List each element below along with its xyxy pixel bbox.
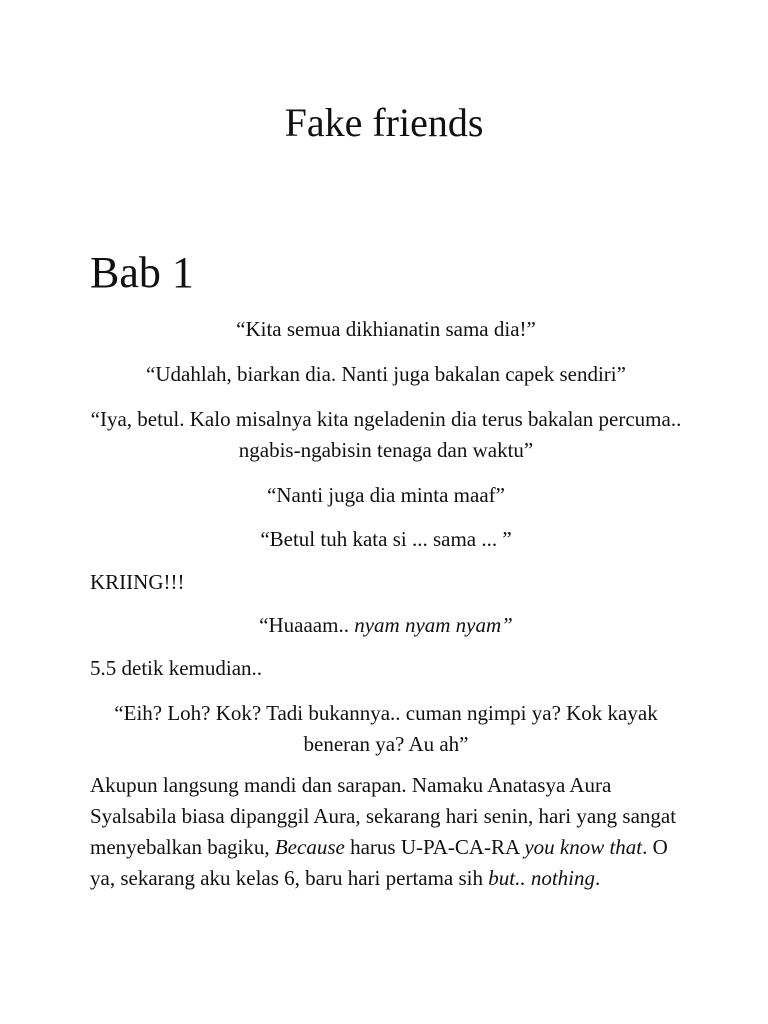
dialogue-plain-text: “Huaaam..	[259, 613, 355, 637]
narration-italic-but-nothing: but.. nothing	[488, 866, 596, 890]
dialogue-italic-text: nyam nyam nyam”	[354, 613, 513, 637]
dialogue-paragraph-1: “Kita semua dikhianatin sama dia!”	[236, 317, 536, 341]
narration-italic-because: Because	[274, 835, 345, 859]
dialogue-paragraph-3: “Iya, betul. Kalo misalnya kita ngeladenin dia terus bakalan percuma.. ngabis-ngabisin tenaga dan waktu”	[90, 407, 682, 462]
dialogue-paragraph-2: “Udahlah, biarkan dia. Nanti juga bakalan capek sendiri”	[146, 362, 626, 386]
narration-text-3: . O ya, sekarang aku kelas 6, baru hari pertama sih	[90, 835, 668, 890]
narration-text-1: Akupun langsung mandi dan sarapan. Namaku Anatasya Aura Syalsabila biasa dipanggil Aura, sekarang hari senin, hari yang sangat menyebalkan bagiku,	[90, 773, 677, 859]
narration-text-4: .	[595, 866, 601, 890]
narration-time-paragraph: 5.5 detik kemudian..	[90, 656, 263, 680]
dialogue-paragraph-4: “Nanti juga dia minta maaf”	[267, 483, 505, 507]
dialogue-paragraph-5: “Betul tuh kata si ... sama ... ”	[260, 527, 512, 551]
chapter-heading: Bab 1	[90, 248, 194, 297]
dialogue-paragraph-7	[90, 610, 682, 641]
document-title: Fake friends	[284, 100, 484, 145]
narration-italic-you-know-that: you know that	[524, 835, 643, 859]
narration-paragraph	[90, 770, 682, 894]
sound-effect-paragraph: KRIING!!!	[90, 570, 185, 594]
narration-text-2: harus U-PA-CA-RA	[344, 835, 525, 859]
dialogue-paragraph-9: “Eih? Loh? Kok? Tadi bukannya.. cuman ngimpi ya? Kok kayak beneran ya? Au ah”	[114, 701, 658, 756]
